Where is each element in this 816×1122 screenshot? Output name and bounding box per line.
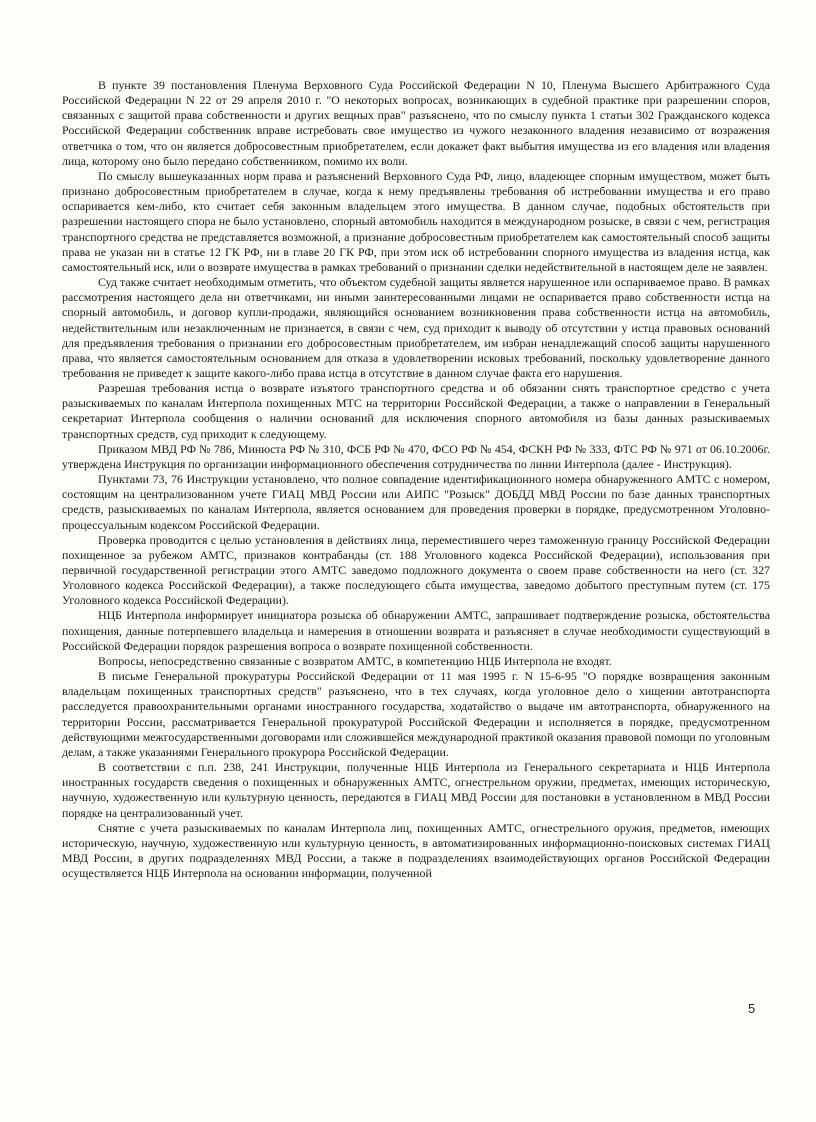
paragraph-6: Пунктами 73, 76 Инструкции установлено, что полное совпадение идентификационного номера обнаруженного АМТС с номером, состоящим на централизованном учете ГИАЦ МВД России или АИПС "Розыск" ДОБДД МВД России по базе данных транспортных средств, разыскиваемых по каналам Интерпола, является основанием для проведения проверки в порядке, предусмотренном Уголовно-процессуальным кодексом Российской Федерации. (62, 472, 770, 532)
paragraph-2: По смыслу вышеуказанных норм права и разъяснений Верховного Суда РФ, лицо, владеющее спорным имуществом, может быть признано добросовестным приобретателем в случае, когда к нему предъявлены требования об истребовании имущества и его право оспаривается кем-либо, кто считает себя законным владельцем этого имущества. В данном случае, подобных обстоятельств при разрешении настоящего спора не было установлено, спорный автомобиль находится в международном розыске, в связи с чем, регистрация транспортного средства не представляется возможной, а признание добросовестным приобретателем как самостоятельный способ защиты права не указан ни в статье 12 ГК РФ, ни в главе 20 ГК РФ, при этом иск об истребовании спорного имущества из владения истца, как самостоятельный иск, или о возврате имущества в рамках требований о признании сделки недействительной в настоящем деле не заявлен. (62, 168, 770, 274)
paragraph-1: В пункте 39 постановления Пленума Верховного Суда Российской Федерации N 10, Пленума Высшего Арбитражного Суда Российской Федерации N 22 от 29 апреля 2010 г. "О некоторых вопросах, возникающих в судебной практике при разрешении споров, связанных с защитой права собственности и других вещных прав" разъяснено, что по смыслу пункта 1 статьи 302 Гражданского кодекса Российской Федерации собственник вправе истребовать свое имущество из чужого незаконного владения независимо от возражения ответчика о том, что он является добросовестным приобретателем, если докажет факт выбытия имущества из его владения или владения лица, которому оно было передано собственником, помимо их воли. (62, 78, 770, 168)
paragraph-8: НЦБ Интерпола информирует инициатора розыска об обнаружении АМТС, запрашивает подтверждение розыска, обстоятельства похищения, данные потерпевшего владельца и намерения в отношении возврата и разъясняет в случае необходимости существующий в Российской Федерации порядок разрешения вопроса о возврате похищенной собственности. (62, 608, 770, 653)
paragraph-3: Суд также считает необходимым отметить, что объектом судебной защиты является нарушенное или оспариваемое право. В рамках рассмотрения настоящего дела ни ответчиками, ни иными заинтересованными лицами не оспаривается право собственности истца на спорный автомобиль, и договор купли-продажи, являющийся основанием возникновения права собственности истца на автомобиль, недействительным или незаключенным не признается, в связи с чем, суд приходит к выводу об отсутствии у истца правовых оснований для предъявления требования о признании его добросовестным приобретателем, им избран ненадлежащий способ защиты нарушенного права, что является самостоятельным основанием для отказа в удовлетворении исковых требований, поскольку удовлетворение данного требования не приведет к защите какого-либо права истца в отсутствие в данном случае факта его нарушения. (62, 275, 770, 380)
paragraph-11: В соответствии с п.п. 238, 241 Инструкции, полученные НЦБ Интерпола из Генерального секретариата и НЦБ Интерпола иностранных государств сведения о похищенных и обнаруженных АМТС, огнестрельном оружии, предметах, имеющих историческую, научную, художественную или культурную ценность, передаются в ГИАЦ МВД России для постановки в установленном в МВД России порядке на централизованный учет. (62, 760, 770, 820)
page-number: 5 (748, 1001, 756, 1016)
paragraph-12: Снятие с учета разыскиваемых по каналам Интерпола лиц, похищенных АМТС, огнестрельного оружия, предметов, имеющих историческую, научную, художественную или культурную ценность, в автоматизированных информационно-поисковых системах ГИАЦ МВД России, в других подразделениях МВД России, а также в подразделениях взаимодействующих органов Российской Федерации осуществляется НЦБ Интерпола на основании информации, полученной (62, 820, 770, 881)
paragraph-5: Приказом МВД РФ № 786, Минюста РФ № 310, ФСБ РФ № 470, ФСО РФ № 454, ФСКН РФ № 333, ФТС РФ № 971 от 06.10.2006г. утверждена Инструкция по организации информационного обеспечения сотрудничества по линии Интерпола (далее - Инструкция). (62, 441, 770, 471)
document-body (62, 78, 770, 881)
paragraph-10: В письме Генеральной прокуратуры Российской Федерации от 11 мая 1995 г. N 15-6-95 "О порядке возвращения законным владельцам похищенных транспортных средств" разъяснено, что в тех случаях, когда уголовное дело о хищении автотранспорта расследуется правоохранительными органами иностранного государства, ходатайство о выдаче им автотранспорта, обнаруженного на территории России, рассматривается Генеральной прокуратурой Российской Федерации и исполняется в порядке, предусмотренном действующими межгосударственными договорами или сложившейся международной практикой оказания правовой помощи по уголовным делам, а также указаниями Генерального прокурора Российской Федерации. (62, 669, 770, 759)
paragraph-4: Разрешая требования истца о возврате изъятого транспортного средства и об обязании снять транспортное средство с учета разыскиваемых по каналам Интерпола похищенных МТС на территории Российской Федерации, а также о направлении в Генеральный секретариат Интерпола сообщения о наличии оснований для исключения спорного автомобиля из базы данных разыскиваемых транспортных средств, суд приходит к следующему. (62, 381, 770, 441)
paragraph-9: Вопросы, непосредственно связанные с возвратом АМТС, в компетенцию НЦБ Интерпола не входят. (98, 653, 612, 668)
paragraph-7: Проверка проводится с целью установления в действиях лица, переместившего через таможенную границу Российской Федерации похищенное за рубежом АМТС, признаков контрабанды (ст. 188 Уголовного кодекса Российской Федерации), использования при первичной государственной регистрации этого АМТС заведомо подложного документа о своем праве собственности на него (ст. 327 Уголовного кодекса Российской Федерации), а также последующего сбыта имущества, заведомо добытого преступным путем (ст. 175 Уголовного кодекса Российской Федерации). (62, 532, 770, 608)
